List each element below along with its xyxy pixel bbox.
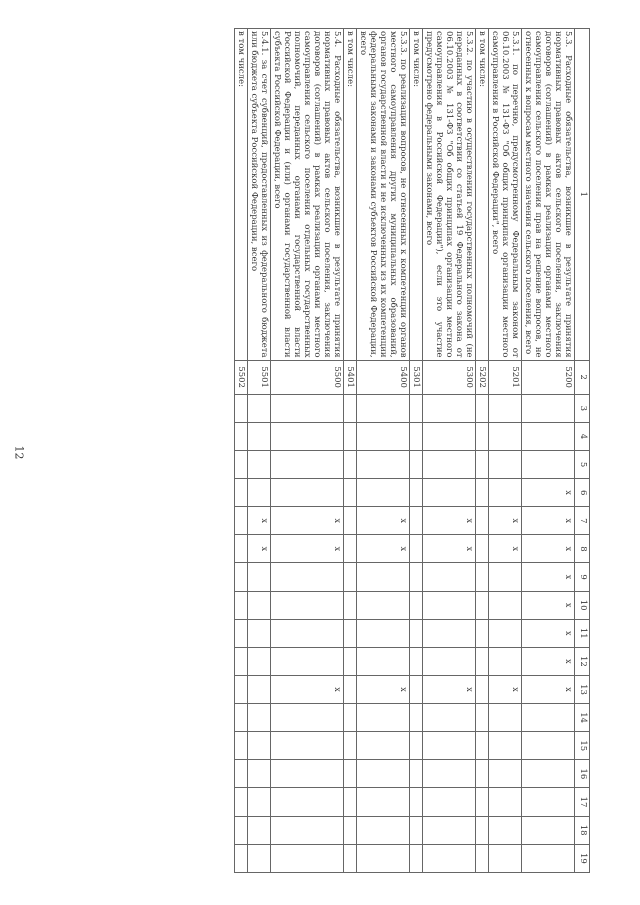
cell-mark — [423, 704, 476, 732]
cell-mark — [423, 732, 476, 760]
cell-mark — [410, 591, 423, 619]
cell-mark — [410, 450, 423, 478]
cell-mark — [344, 844, 357, 872]
cell-mark — [271, 647, 344, 675]
cell-mark — [489, 704, 522, 732]
cell-mark — [271, 788, 344, 816]
cell-mark — [423, 591, 476, 619]
cell-mark — [489, 788, 522, 816]
column-header: 17 — [575, 788, 590, 816]
cell-mark — [248, 732, 271, 760]
cell-mark — [476, 732, 489, 760]
row-description: 5.3.2. по участию в осуществлении государственных полномочий (не переданных в соответствии со статьей 19 Федерального закона от 06.10.2003 № 131-ФЗ "Об общих принципах организации местного самоуправления в Российской Федерации"), если это участие предусмотрено федеральными законами, всего — [423, 29, 476, 361]
cell-mark: x — [357, 675, 410, 703]
table-row — [410, 29, 423, 873]
cell-mark — [235, 732, 248, 760]
cell-mark — [476, 422, 489, 450]
row-description: 5.3. Расходные обязательства, возникшие в результате принятия нормативных правовых актов сельского поселения, заключения договоров (соглашений) в рамках реализации органами местного самоуправления сельского поселения прав на решение вопросов, не отнесенных к вопросам местного значения сельского поселения, всего — [522, 29, 575, 361]
cell-mark — [476, 844, 489, 872]
cell-mark — [423, 647, 476, 675]
cell-mark — [235, 535, 248, 563]
cell-mark — [235, 591, 248, 619]
page-number: 12 — [12, 445, 26, 460]
cell-mark — [344, 647, 357, 675]
cell-mark — [423, 422, 476, 450]
cell-mark — [357, 450, 410, 478]
cell-mark — [489, 450, 522, 478]
cell-mark — [476, 563, 489, 591]
cell-mark — [248, 591, 271, 619]
cell-mark — [476, 647, 489, 675]
cell-mark: x — [357, 507, 410, 535]
column-header: 1 — [575, 29, 590, 361]
cell-mark — [476, 675, 489, 703]
column-header: 10 — [575, 591, 590, 619]
cell-mark — [410, 675, 423, 703]
cell-mark — [271, 450, 344, 478]
cell-mark — [489, 591, 522, 619]
cell-mark — [423, 844, 476, 872]
column-header: 4 — [575, 422, 590, 450]
cell-mark — [476, 591, 489, 619]
cell-mark — [357, 591, 410, 619]
cell-mark — [235, 479, 248, 507]
cell-mark — [235, 563, 248, 591]
column-header: 6 — [575, 479, 590, 507]
cell-mark — [235, 619, 248, 647]
cell-mark — [344, 704, 357, 732]
column-header: 14 — [575, 704, 590, 732]
cell-mark — [271, 704, 344, 732]
header-row — [575, 29, 590, 873]
cell-mark — [522, 760, 575, 788]
cell-mark: x — [489, 507, 522, 535]
cell-mark — [271, 591, 344, 619]
row-code: 5202 — [476, 360, 489, 394]
cell-mark: x — [271, 507, 344, 535]
cell-mark — [410, 704, 423, 732]
column-header: 16 — [575, 760, 590, 788]
column-header: 7 — [575, 507, 590, 535]
cell-mark: x — [522, 675, 575, 703]
cell-mark: x — [522, 535, 575, 563]
cell-mark — [476, 788, 489, 816]
cell-mark — [344, 450, 357, 478]
cell-mark — [271, 563, 344, 591]
cell-mark — [489, 844, 522, 872]
column-header: 15 — [575, 732, 590, 760]
table-row — [271, 29, 344, 873]
cell-mark — [357, 732, 410, 760]
column-header: 5 — [575, 450, 590, 478]
cell-mark — [423, 760, 476, 788]
cell-mark — [357, 394, 410, 422]
cell-mark — [248, 704, 271, 732]
obligations-table — [234, 28, 590, 873]
table-row — [248, 29, 271, 873]
row-description: в том числе: — [344, 29, 357, 361]
cell-mark — [423, 479, 476, 507]
cell-mark — [248, 844, 271, 872]
cell-mark — [410, 732, 423, 760]
table-row — [423, 29, 476, 873]
cell-mark — [248, 816, 271, 844]
cell-mark — [522, 704, 575, 732]
cell-mark — [522, 394, 575, 422]
row-description: 5.4. Расходные обязательства, возникшие в результате принятия нормативных правовых актов сельского поселения, заключения договоров (соглашений) в рамках реализации органами местного самоуправления сельского поселения отдельных государственных полномочий, переданных органами государственной власти Российской Федерации и (или) органами государственной власти субъекта Российской Федерации, всего — [271, 29, 344, 361]
cell-mark — [410, 535, 423, 563]
cell-mark — [522, 816, 575, 844]
rotated-sheet — [12, 28, 590, 873]
cell-mark — [271, 760, 344, 788]
cell-mark — [344, 479, 357, 507]
cell-mark — [248, 647, 271, 675]
cell-mark — [235, 647, 248, 675]
cell-mark — [423, 450, 476, 478]
cell-mark — [344, 422, 357, 450]
cell-mark — [271, 844, 344, 872]
cell-mark — [357, 479, 410, 507]
cell-mark — [489, 816, 522, 844]
row-code: 5200 — [522, 360, 575, 394]
cell-mark — [476, 450, 489, 478]
cell-mark: x — [522, 647, 575, 675]
cell-mark: x — [271, 675, 344, 703]
cell-mark — [248, 563, 271, 591]
cell-mark — [344, 788, 357, 816]
cell-mark — [423, 563, 476, 591]
cell-mark — [248, 422, 271, 450]
cell-mark — [248, 479, 271, 507]
cell-mark: x — [489, 535, 522, 563]
cell-mark — [235, 422, 248, 450]
row-code: 5502 — [235, 360, 248, 394]
cell-mark — [489, 732, 522, 760]
cell-mark — [235, 507, 248, 535]
cell-mark — [357, 704, 410, 732]
cell-mark — [357, 422, 410, 450]
cell-mark — [235, 844, 248, 872]
cell-mark — [248, 450, 271, 478]
cell-mark — [344, 563, 357, 591]
cell-mark — [489, 563, 522, 591]
row-description: в том числе: — [235, 29, 248, 361]
table-row — [522, 29, 575, 873]
row-code: 5500 — [271, 360, 344, 394]
row-code: 5501 — [248, 360, 271, 394]
row-code: 5300 — [423, 360, 476, 394]
cell-mark — [410, 760, 423, 788]
cell-mark — [271, 732, 344, 760]
cell-mark — [235, 675, 248, 703]
cell-mark — [271, 394, 344, 422]
table-row — [235, 29, 248, 873]
column-header: 12 — [575, 647, 590, 675]
cell-mark — [410, 844, 423, 872]
cell-mark: x — [248, 507, 271, 535]
cell-mark — [522, 844, 575, 872]
row-code: 5201 — [489, 360, 522, 394]
cell-mark — [235, 394, 248, 422]
cell-mark — [248, 788, 271, 816]
cell-mark — [489, 394, 522, 422]
cell-mark — [235, 816, 248, 844]
cell-mark — [357, 788, 410, 816]
cell-mark: x — [522, 619, 575, 647]
table-row — [489, 29, 522, 873]
cell-mark: x — [271, 535, 344, 563]
column-header: 2 — [575, 360, 590, 394]
cell-mark — [248, 619, 271, 647]
cell-mark — [271, 479, 344, 507]
column-header: 9 — [575, 563, 590, 591]
cell-mark — [344, 591, 357, 619]
cell-mark — [344, 535, 357, 563]
cell-mark — [344, 675, 357, 703]
cell-mark: x — [522, 563, 575, 591]
row-code: 5401 — [344, 360, 357, 394]
cell-mark — [476, 394, 489, 422]
cell-mark — [357, 760, 410, 788]
cell-mark — [476, 704, 489, 732]
cell-mark — [489, 422, 522, 450]
cell-mark — [357, 816, 410, 844]
cell-mark — [357, 844, 410, 872]
row-description: в том числе: — [410, 29, 423, 361]
cell-mark: x — [357, 535, 410, 563]
cell-mark — [410, 422, 423, 450]
cell-mark — [423, 394, 476, 422]
cell-mark — [489, 647, 522, 675]
table-row — [344, 29, 357, 873]
cell-mark — [357, 647, 410, 675]
cell-mark — [476, 535, 489, 563]
column-header: 13 — [575, 675, 590, 703]
cell-mark — [410, 647, 423, 675]
cell-mark — [344, 732, 357, 760]
cell-mark — [271, 816, 344, 844]
cell-mark — [235, 450, 248, 478]
column-header: 3 — [575, 394, 590, 422]
cell-mark: x — [248, 535, 271, 563]
cell-mark: x — [522, 507, 575, 535]
cell-mark — [344, 816, 357, 844]
cell-mark — [410, 619, 423, 647]
row-description: 5.3.1. по перечню, предусмотренному Федеральным законом от 06.10.2003 № 131-ФЗ "Об общих принципах организации местного самоуправления в Российской Федерации", всего — [489, 29, 522, 361]
column-header: 8 — [575, 535, 590, 563]
cell-mark — [476, 760, 489, 788]
cell-mark — [522, 450, 575, 478]
cell-mark — [344, 394, 357, 422]
cell-mark: x — [423, 675, 476, 703]
cell-mark: x — [522, 479, 575, 507]
table-body — [235, 29, 575, 873]
cell-mark — [344, 619, 357, 647]
cell-mark — [271, 422, 344, 450]
row-code: 5301 — [410, 360, 423, 394]
cell-mark — [410, 479, 423, 507]
cell-mark — [476, 479, 489, 507]
column-header: 19 — [575, 844, 590, 872]
cell-mark — [489, 619, 522, 647]
cell-mark — [248, 675, 271, 703]
cell-mark — [423, 619, 476, 647]
cell-mark — [248, 394, 271, 422]
cell-mark — [410, 394, 423, 422]
cell-mark: x — [489, 675, 522, 703]
cell-mark — [489, 479, 522, 507]
cell-mark — [357, 619, 410, 647]
cell-mark — [522, 422, 575, 450]
cell-mark — [476, 816, 489, 844]
cell-mark — [410, 788, 423, 816]
cell-mark — [522, 732, 575, 760]
cell-mark — [423, 816, 476, 844]
cell-mark — [357, 563, 410, 591]
cell-mark — [522, 788, 575, 816]
cell-mark — [235, 704, 248, 732]
cell-mark — [423, 788, 476, 816]
table-row — [476, 29, 489, 873]
table-row — [357, 29, 410, 873]
column-header: 18 — [575, 816, 590, 844]
cell-mark — [271, 619, 344, 647]
cell-mark — [489, 760, 522, 788]
row-description: 5.4.1. за счет субвенций, предоставленных из федерального бюджета или бюджета субъекта Российской Федерации, всего — [248, 29, 271, 361]
cell-mark — [344, 507, 357, 535]
row-code: 5400 — [357, 360, 410, 394]
cell-mark: x — [423, 507, 476, 535]
column-header: 11 — [575, 619, 590, 647]
cell-mark — [235, 788, 248, 816]
cell-mark — [248, 760, 271, 788]
cell-mark — [410, 816, 423, 844]
cell-mark: x — [522, 591, 575, 619]
cell-mark — [410, 563, 423, 591]
cell-mark — [235, 760, 248, 788]
cell-mark: x — [423, 535, 476, 563]
cell-mark — [476, 507, 489, 535]
row-description: 5.3.3. по реализации вопросов, не отнесенных к компетенции органов местного самоуправления других муниципальных образований, органов государственной власти и не исключенных из их компетенции федеральными законами и законами субъектов Российской Федерации, всего — [357, 29, 410, 361]
cell-mark — [410, 507, 423, 535]
row-description: в том числе: — [476, 29, 489, 361]
cell-mark — [476, 619, 489, 647]
cell-mark — [344, 760, 357, 788]
